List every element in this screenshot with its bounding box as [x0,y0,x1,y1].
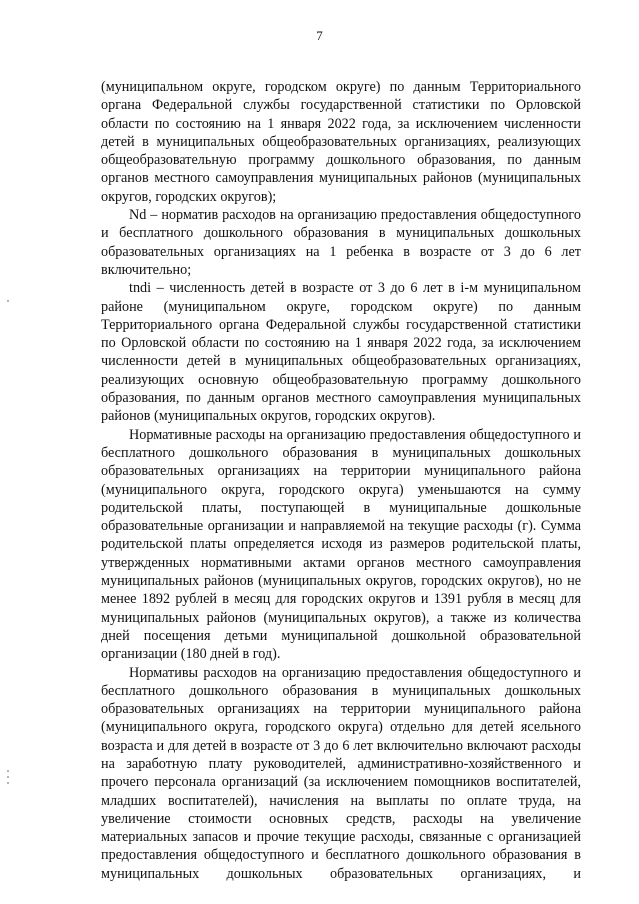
paragraph-tndi-definition: tndi – численность детей в возрасте от 3 до 6 лет в i-м муниципальном районе (муниципальном округе, городском округе) по данным Территориального органа Федеральной службы государственной статистики по Орловской области по состоянию на 1 января 2022 года, за исключением численности детей в муниципальных общеобразовательных организациях, реализующих основную общеобразовательную программу дошкольного образования, по данным органов местного самоуправления муниципальных районов (муниципальных округов, городских округов). [101,280,581,425]
margin-mark [7,770,9,772]
margin-mark [7,300,9,302]
page-number: 7 [316,28,323,43]
paragraph-normative-expenses: Нормативные расходы на организацию предоставления общедоступного и бесплатного дошкольного образования в муниципальных дошкольных образовательных организациях на территории муниципального района (муниципального округа, городского округа) уменьшаются на сумму родительской платы, поступающей в муниципальные дошкольные образовательные организации и направляемой на текущие расходы (г). Сумма родительской платы определяется исходя из размеров родительской платы, утвержденных нормативными актами органов местного самоуправления муниципальных районов (муниципальных округов, городских округов), но не менее 1892 рублей в месяц для городских округов и 1391 рубля в месяц для муниципальных районов (муниципальных округов), а также из количества дней посещения детьми муниципальной дошкольной образовательной организации (180 дней в год). [101,426,581,663]
paragraph-continuation: (муниципальном округе, городском округе) по данным Территориального органа Федеральной службы государственной статистики по Орловской области по состоянию на 1 января 2022 года, за исключением численности детей в муниципальных общеобразовательных организациях, реализующих общеобразовательную программу дошкольного образования, по данным органов местного самоуправления муниципальных районов (муниципальных округов, городских округов); [101,79,581,205]
margin-mark [7,776,9,778]
margin-mark [7,782,9,784]
paragraph-expense-norms: Нормативы расходов на организацию предоставления общедоступного и бесплатного дошкольного образования в муниципальных дошкольных образовательных организациях на территории муниципального района (муниципального округа, городского округа) отдельно для детей ясельного возраста и для детей в возрасте от 3 до 6 лет включительно включают расходы на заработную плату руководителей, административно-хозяйственного и прочего персонала организаций (за исключением помощников воспитателей, младших воспитателей), начисления на выплаты по оплате труда, на увеличение стоимости основных средств, расходы на увеличение материальных запасов и прочие текущие расходы, связанные с организацией предоставления общедоступного и бесплатного дошкольного образования в муниципальных дошкольных образовательных организациях, и [101,664,581,882]
paragraph-nd-definition: Nd – норматив расходов на организацию предоставления общедоступного и бесплатного дошкольного образования в муниципальных дошкольных образовательных организациях на 1 ребенка в возрасте от 3 до 6 лет включительно; [101,207,581,278]
document-body [101,78,581,883]
